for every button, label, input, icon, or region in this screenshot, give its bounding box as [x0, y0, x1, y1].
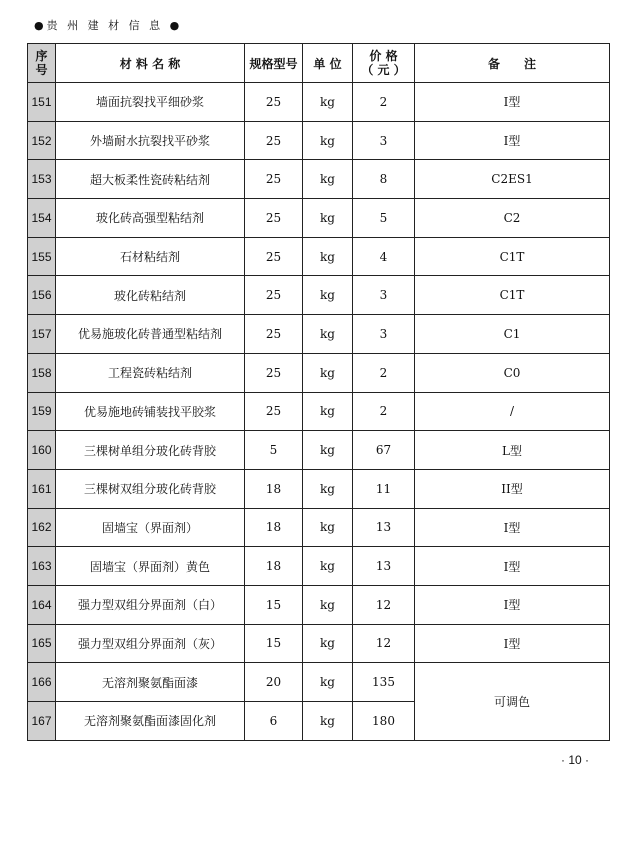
material-name: 无溶剂聚氨酯面漆	[56, 663, 245, 702]
price-header-line1: 价 格	[369, 49, 398, 63]
material-name: 优易施地砖铺装找平胶浆	[56, 392, 245, 431]
price-value: 180	[353, 702, 415, 741]
row-number: 161	[28, 469, 56, 508]
seq-header-line1: 序	[35, 49, 48, 63]
table-row	[28, 624, 610, 663]
note-value: C0	[415, 353, 610, 392]
price-table	[27, 43, 610, 741]
material-name: 固墙宝（界面剂）黄色	[56, 547, 245, 586]
unit-value: kg	[303, 121, 353, 160]
table-row	[28, 431, 610, 470]
unit-value: kg	[303, 663, 353, 702]
price-value: 135	[353, 663, 415, 702]
document-header: ●贵 州 建 材 信 息 ●	[34, 19, 183, 32]
price-value: 3	[353, 315, 415, 354]
row-number: 163	[28, 547, 56, 586]
column-header-note: 备 注	[415, 44, 610, 83]
price-value: 11	[353, 469, 415, 508]
material-name: 强力型双组分界面剂（白）	[56, 585, 245, 624]
unit-value: kg	[303, 315, 353, 354]
row-number: 151	[28, 83, 56, 122]
table-header-row	[28, 44, 610, 83]
row-number: 162	[28, 508, 56, 547]
unit-value: kg	[303, 276, 353, 315]
price-value: 13	[353, 508, 415, 547]
spec-value: 25	[245, 276, 303, 315]
note-value: I型	[415, 547, 610, 586]
spec-value: 25	[245, 315, 303, 354]
row-number: 156	[28, 276, 56, 315]
spec-value: 18	[245, 469, 303, 508]
note-value: I型	[415, 624, 610, 663]
page-number: · 10 ·	[561, 753, 590, 767]
price-value: 3	[353, 276, 415, 315]
table-row	[28, 547, 610, 586]
column-header-seq	[28, 44, 56, 83]
unit-value: kg	[303, 199, 353, 238]
row-number: 165	[28, 624, 56, 663]
unit-value: kg	[303, 83, 353, 122]
table-row	[28, 353, 610, 392]
column-header-unit: 单 位	[303, 44, 353, 83]
unit-value: kg	[303, 237, 353, 276]
row-number: 157	[28, 315, 56, 354]
row-number: 153	[28, 160, 56, 199]
material-name: 玻化砖粘结剂	[56, 276, 245, 315]
spec-value: 18	[245, 547, 303, 586]
row-number: 152	[28, 121, 56, 160]
table-row	[28, 315, 610, 354]
price-value: 5	[353, 199, 415, 238]
material-name: 优易施玻化砖普通型粘结剂	[56, 315, 245, 354]
column-header-spec: 规格型号	[245, 44, 303, 83]
material-name: 三棵树单组分玻化砖背胶	[56, 431, 245, 470]
material-name: 外墙耐水抗裂找平砂浆	[56, 121, 245, 160]
seq-header-line2: 号	[35, 63, 48, 77]
table-row	[28, 276, 610, 315]
price-value: 2	[353, 392, 415, 431]
table-row	[28, 160, 610, 199]
note-value: C1T	[415, 276, 610, 315]
spec-value: 25	[245, 237, 303, 276]
price-value: 4	[353, 237, 415, 276]
note-value: I型	[415, 585, 610, 624]
note-value: C2	[415, 199, 610, 238]
table-row	[28, 508, 610, 547]
column-header-name: 材 料 名 称	[56, 44, 245, 83]
price-value: 3	[353, 121, 415, 160]
unit-value: kg	[303, 547, 353, 586]
price-value: 67	[353, 431, 415, 470]
row-number: 160	[28, 431, 56, 470]
spec-value: 5	[245, 431, 303, 470]
note-value: /	[415, 392, 610, 431]
note-value: C1T	[415, 237, 610, 276]
material-name: 墙面抗裂找平细砂浆	[56, 83, 245, 122]
price-value: 8	[353, 160, 415, 199]
row-number: 154	[28, 199, 56, 238]
material-name: 玻化砖高强型粘结剂	[56, 199, 245, 238]
table-body	[28, 83, 610, 741]
spec-value: 25	[245, 199, 303, 238]
unit-value: kg	[303, 353, 353, 392]
spec-value: 25	[245, 353, 303, 392]
spec-value: 15	[245, 585, 303, 624]
price-value: 13	[353, 547, 415, 586]
material-name: 石材粘结剂	[56, 237, 245, 276]
spec-value: 25	[245, 83, 303, 122]
unit-value: kg	[303, 160, 353, 199]
price-value: 2	[353, 353, 415, 392]
price-value: 2	[353, 83, 415, 122]
row-number: 155	[28, 237, 56, 276]
table-row	[28, 83, 610, 122]
price-header-line2: （ 元 ）	[361, 63, 406, 77]
note-value: I型	[415, 83, 610, 122]
row-number: 159	[28, 392, 56, 431]
spec-value: 20	[245, 663, 303, 702]
price-value: 12	[353, 585, 415, 624]
material-name: 三棵树双组分玻化砖背胶	[56, 469, 245, 508]
spec-value: 25	[245, 121, 303, 160]
unit-value: kg	[303, 702, 353, 741]
unit-value: kg	[303, 624, 353, 663]
column-header-price	[353, 44, 415, 83]
material-name: 无溶剂聚氨酯面漆固化剂	[56, 702, 245, 741]
table-row	[28, 199, 610, 238]
row-number: 164	[28, 585, 56, 624]
table-row	[28, 121, 610, 160]
spec-value: 15	[245, 624, 303, 663]
row-number: 158	[28, 353, 56, 392]
note-value: C1	[415, 315, 610, 354]
material-name: 工程瓷砖粘结剂	[56, 353, 245, 392]
unit-value: kg	[303, 392, 353, 431]
spec-value: 25	[245, 160, 303, 199]
table-row	[28, 663, 610, 702]
spec-value: 6	[245, 702, 303, 741]
table-row	[28, 585, 610, 624]
spec-value: 18	[245, 508, 303, 547]
table-row	[28, 237, 610, 276]
note-value: I型	[415, 508, 610, 547]
unit-value: kg	[303, 585, 353, 624]
unit-value: kg	[303, 469, 353, 508]
material-name: 强力型双组分界面剂（灰）	[56, 624, 245, 663]
material-name: 超大板柔性瓷砖粘结剂	[56, 160, 245, 199]
price-value: 12	[353, 624, 415, 663]
note-value: II型	[415, 469, 610, 508]
note-value: C2ES1	[415, 160, 610, 199]
material-name: 固墙宝（界面剂）	[56, 508, 245, 547]
table-row	[28, 469, 610, 508]
spec-value: 25	[245, 392, 303, 431]
unit-value: kg	[303, 431, 353, 470]
table-row	[28, 392, 610, 431]
note-value: 可调色	[415, 663, 610, 740]
note-value: I型	[415, 121, 610, 160]
row-number: 167	[28, 702, 56, 741]
note-value: L型	[415, 431, 610, 470]
unit-value: kg	[303, 508, 353, 547]
row-number: 166	[28, 663, 56, 702]
